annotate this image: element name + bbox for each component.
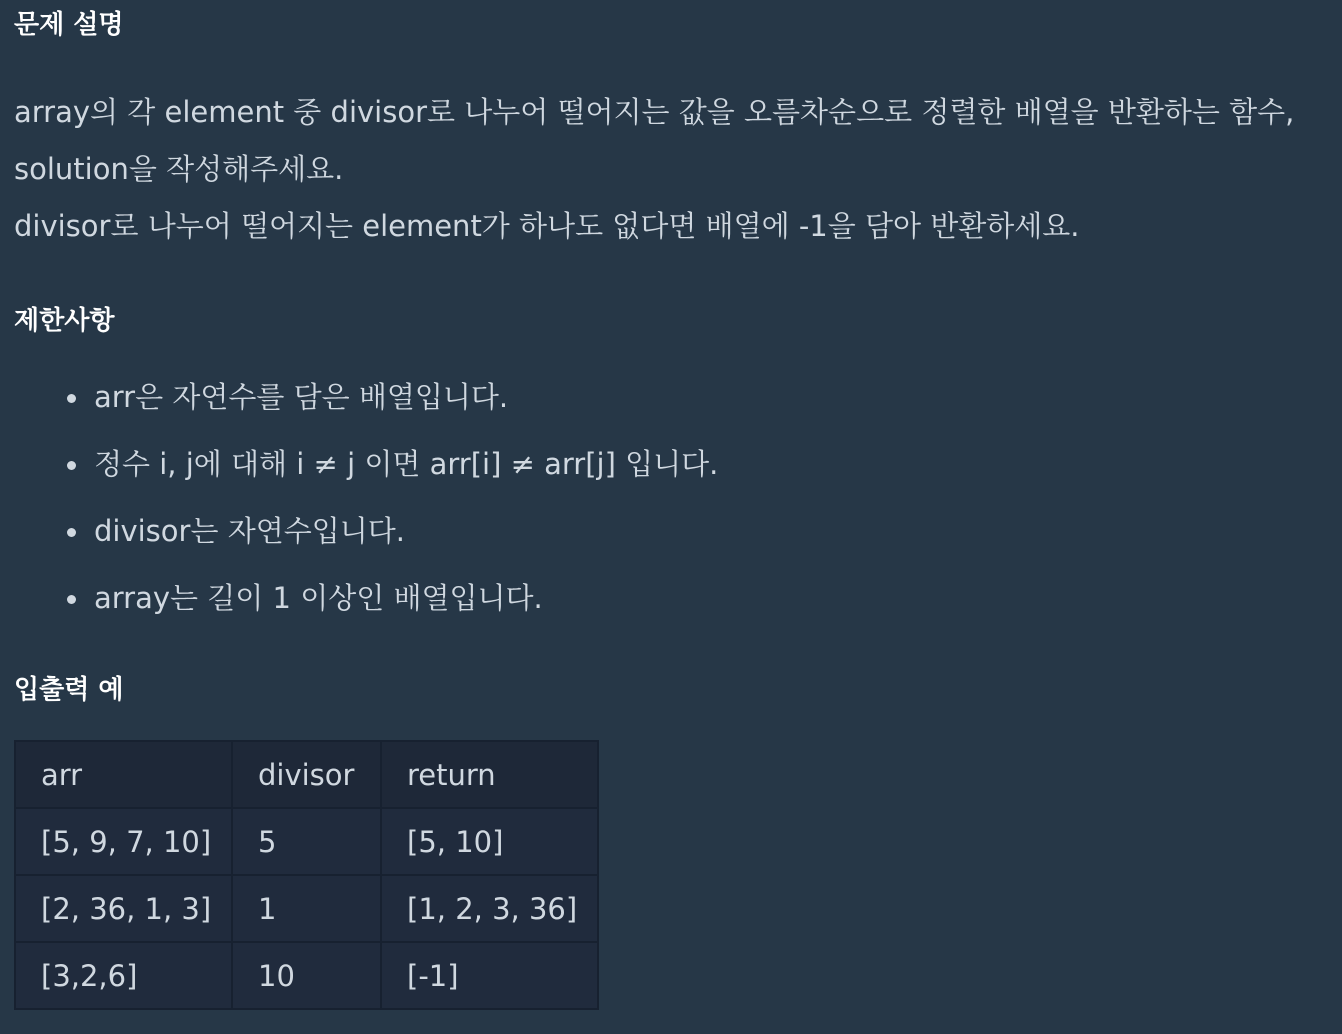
limit-item	[0, 431, 718, 498]
description-line: divisor로 나누어 떨어지는 element가 하나도 없다면 배열에 -1을 담아 반환하세요.	[14, 209, 1080, 243]
column-header-return: return	[381, 741, 598, 808]
table-cell: 1	[232, 875, 381, 942]
table-row	[15, 875, 598, 942]
table-cell: 5	[232, 808, 381, 875]
bullet-icon	[67, 595, 76, 604]
table-cell: [2, 36, 1, 3]	[15, 875, 232, 942]
description-heading: 문제 설명	[14, 10, 124, 40]
column-header-divisor: divisor	[232, 741, 381, 808]
bullet-icon	[67, 394, 76, 403]
examples-heading: 입출력 예	[14, 675, 124, 705]
table-row	[15, 808, 598, 875]
table-cell: [5, 9, 7, 10]	[15, 808, 232, 875]
limits-list	[0, 364, 718, 632]
table-cell: 10	[232, 942, 381, 1009]
limit-item	[0, 565, 718, 632]
limits-heading: 제한사항	[14, 306, 115, 336]
description-line: array의 각 element 중 divisor로 나누어 떨어지는 값을 오름차순으로 정렬한 배열을 반환하는 함수,	[14, 95, 1295, 129]
table-cell: [5, 10]	[381, 808, 598, 875]
limit-item	[0, 498, 718, 565]
table-cell: [-1]	[381, 942, 598, 1009]
description-line: solution을 작성해주세요.	[14, 152, 344, 186]
problem-description	[14, 84, 1294, 255]
limit-text: 정수 i, j에 대해 i ≠ j 이면 arr[i] ≠ arr[j] 입니다.	[94, 447, 719, 481]
table-cell: [3,2,6]	[15, 942, 232, 1009]
bullet-icon	[67, 461, 76, 470]
table-cell: [1, 2, 3, 36]	[381, 875, 598, 942]
bullet-icon	[67, 528, 76, 537]
column-header-arr: arr	[15, 741, 232, 808]
limit-text: divisor는 자연수입니다.	[94, 514, 405, 548]
limit-text: array는 길이 1 이상인 배열입니다.	[94, 581, 543, 615]
examples-table	[14, 740, 599, 1010]
limit-item	[0, 364, 718, 431]
limit-text: arr은 자연수를 담은 배열입니다.	[94, 380, 509, 414]
table-row	[15, 942, 598, 1009]
table-header-row	[15, 741, 598, 808]
